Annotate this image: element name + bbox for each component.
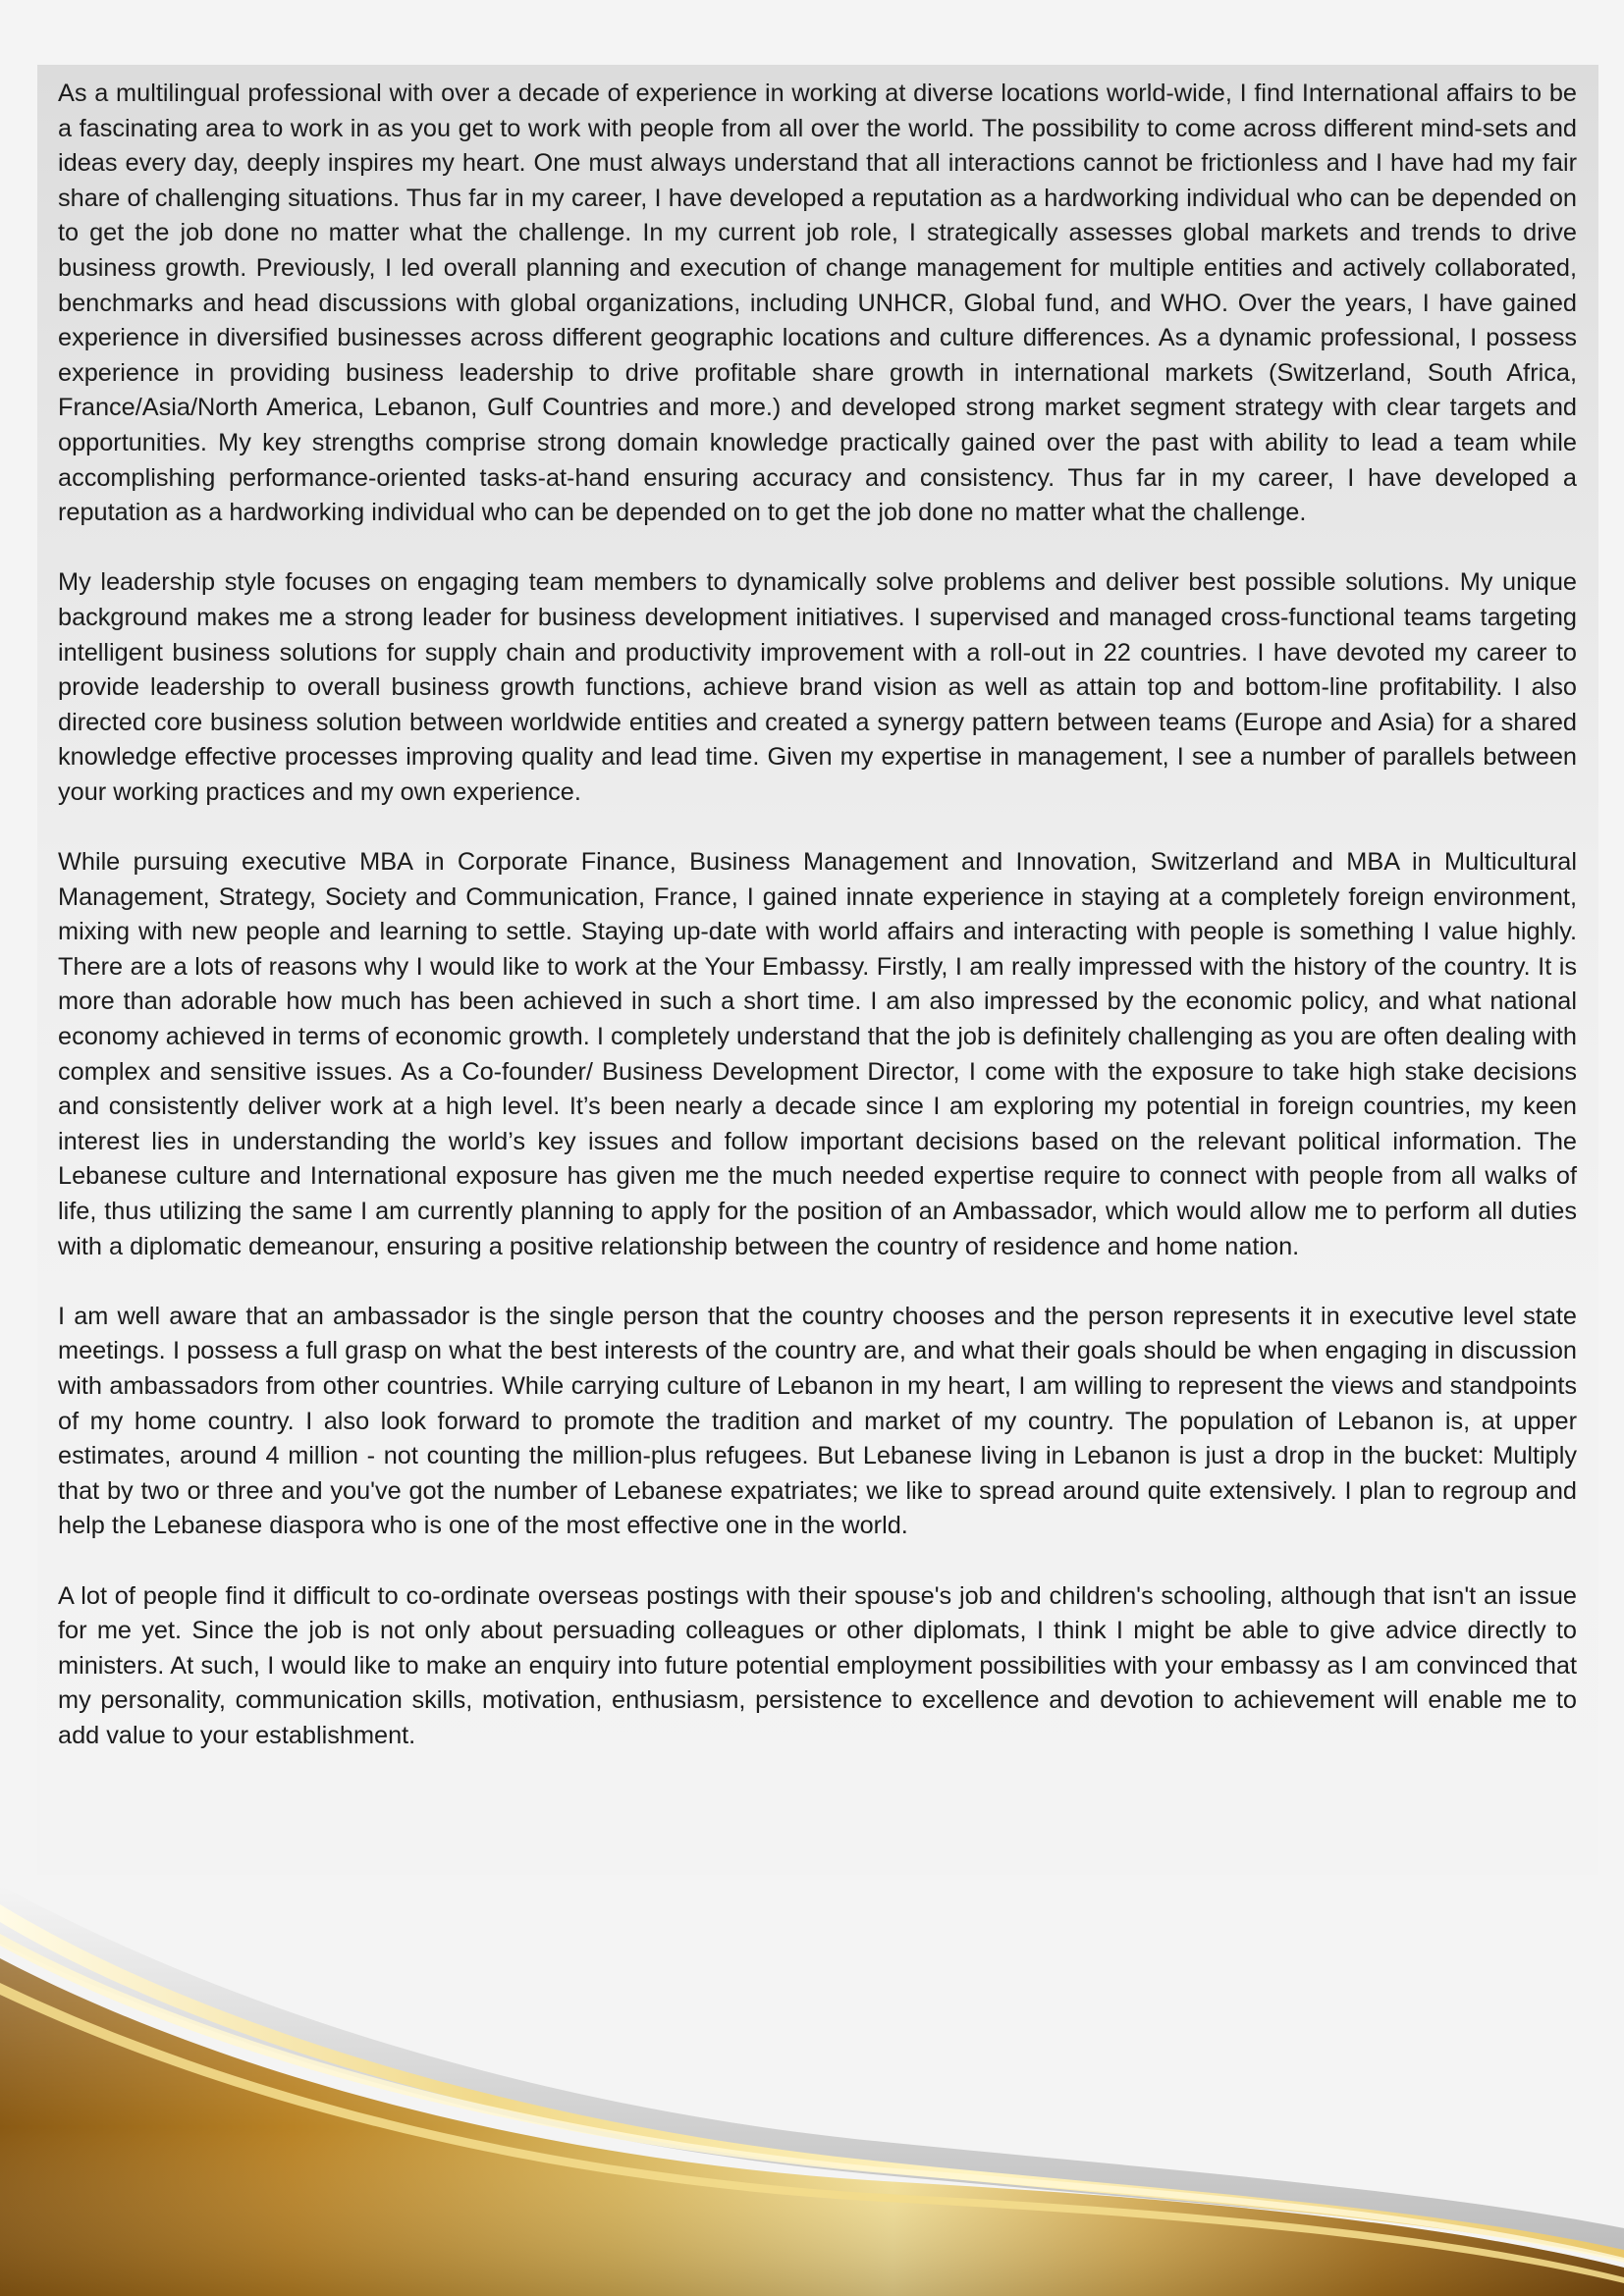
- gold-swoosh-decoration: [0, 1865, 1624, 2296]
- paragraph-3: While pursuing executive MBA in Corporate Finance, Business Management and Innovation, Switzerland and MBA in Multicultural Management, Strategy, Society and Communication, France, I gained innate experience in staying at a completely foreign environment, mixing with new people and learning to settle. Staying up-date with world affairs and interacting with people is something I value highly. There are a lots of reasons why I would like to work at the Your Embassy. Firstly, I am really impressed with the history of the country. It is more than adorable how much has been achieved in such a short time. I am also impressed by the economic policy, and what national economy achieved in terms of economic growth. I completely understand that the job is definitely challenging as you are often dealing with complex and sensitive issues. As a Co-founder/ Business Development Director, I come with the exposure to take high stake decisions and consistently deliver work at a high level. It’s been nearly a decade since I am exploring my potential in foreign countries, my keen interest lies in understanding the world’s key issues and follow important decisions based on the relevant political information. The Lebanese culture and International exposure has given me the much needed expertise require to connect with people from all walks of life, thus utilizing the same I am currently planning to apply for the position of an Ambassador, which would allow me to perform all duties with a diplomatic demeanour, ensuring a positive relationship between the country of residence and home nation.: [58, 848, 1577, 1260]
- paragraph-2: My leadership style focuses on engaging team members to dynamically solve problems and deliver best possible solutions. My unique background makes me a strong leader for business development initiatives. I supervised and managed cross-functional teams targeting intelligent business solutions for supply chain and productivity improvement with a roll-out in 22 countries. I have devoted my career to provide leadership to overall business growth functions, achieve brand vision as well as attain top and bottom-line profitability. I also directed core business solution between worldwide entities and created a synergy pattern between teams (Europe and Asia) for a shared knowledge effective processes improving quality and lead time. Given my expertise in management, I see a number of parallels between your working practices and my own experience.: [58, 568, 1577, 806]
- paragraph-4: I am well aware that an ambassador is the single person that the country chooses and the person represents it in executive level state meetings. I possess a full grasp on what the best interests of the country are, and what their goals should be when engaging in discussion with ambassadors from other countries. While carrying culture of Lebanon in my heart, I am willing to represent the views and standpoints of my home country. I also look forward to promote the tradition and market of my country. The population of Lebanon is, at upper estimates, around 4 million - not counting the million-plus refugees. But Lebanese living in Lebanon is just a drop in the bucket: Multiply that by two or three and you've got the number of Lebanese expatriates; we like to spread around quite extensively. I plan to regroup and help the Lebanese diaspora who is one of the most effective one in the world.: [58, 1302, 1577, 1540]
- letter-body-panel: [37, 65, 1598, 1875]
- paragraph-5: A lot of people find it difficult to co-ordinate overseas postings with their spouse's job and children's schooling, although that isn't an issue for me yet. Since the job is not only about persuading colleagues or other diplomats, I think I might be able to give advice directly to ministers. At such, I would like to make an enquiry into future potential employment possibilities with your embassy as I am convinced that my personality, communication skills, motivation, enthusiasm, persistence to excellence and devotion to achievement will enable me to add value to your establishment.: [58, 1581, 1577, 1749]
- paragraph-1: As a multilingual professional with over a decade of experience in working at diverse locations world-wide, I find International affairs to be a fascinating area to work in as you get to work with people from all over the world. The possibility to come across different mind-sets and ideas every day, deeply inspires my heart. One must always understand that all interactions cannot be frictionless and I have had my fair share of challenging situations. Thus far in my career, I have developed a reputation as a hardworking individual who can be depended on to get the job done no matter what the challenge. In my current job role, I strategically assesses global markets and trends to drive business growth. Previously, I led overall planning and execution of change management for multiple entities and actively collaborated, benchmarks and head discussions with global organizations, including UNHCR, Global fund, and WHO. Over the years, I have gained experience in diversified businesses across different geographic locations and culture differences. As a dynamic professional, I possess experience in providing business leadership to drive profitable share growth in international markets (Switzerland, South Africa, France/Asia/North America, Lebanon, Gulf Countries and more.) and developed strong market segment strategy with clear targets and opportunities. My key strengths comprise strong domain knowledge practically gained over the past with ability to lead a team while accomplishing performance-oriented tasks-at-hand ensuring accuracy and consistency. Thus far in my career, I have developed a reputation as a hardworking individual who can be depended on to get the job done no matter what the challenge.: [58, 80, 1577, 527]
